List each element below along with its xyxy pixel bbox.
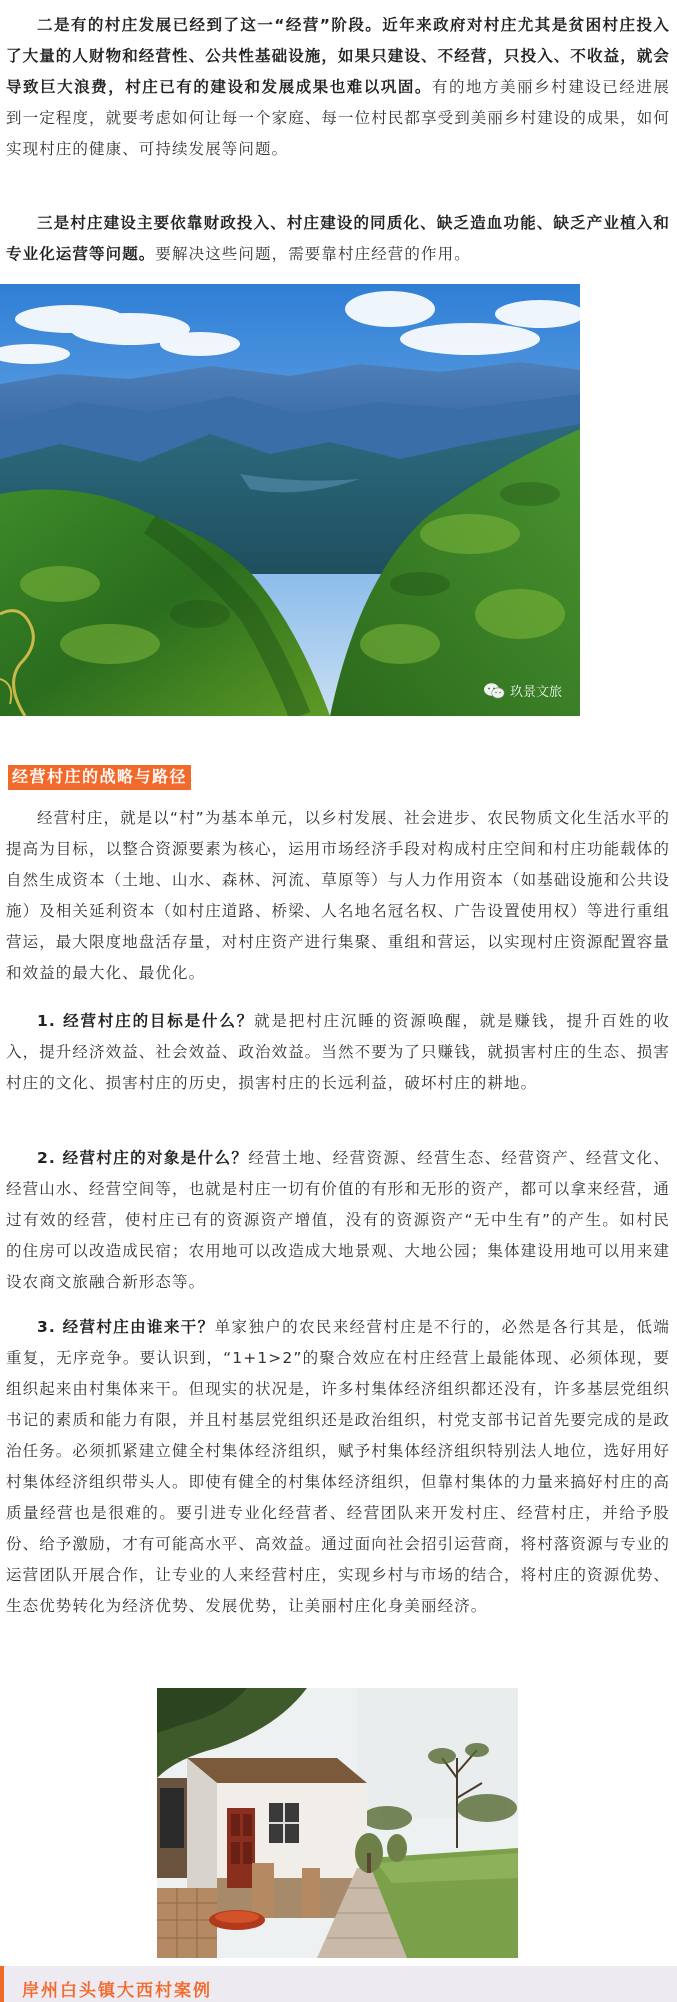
paragraph-text: 单家独户的农民来经营村庄是不行的，必然是各行其是，低端重复，无序竞争。要认识到，“1+1>2”的聚合效应在村庄经营上最能体现、必须体现，要组织起来由村集体来干。但现实的状况是，许多村集体经济组织都还没有，许多基层党组织书记的素质和能力有限，并且村基层党组织还是政治组织，村党支部书记首先要完成的是政治任务。必须抓紧建立健全村集体经济组织，赋予村集体经济组织特别法人地位，选好用好村集体经济组织带头人。即使有健全的村集体经济组织，但靠村集体的力量来搞好村庄的高质量经营也是很难的。要引进专业化经营者、经营团队来开发村庄、经营村庄，并给予股份、给予激励，才有可能高水平、高效益。通过面向社会招引运营商，将村落资源与专业的运营团队开展合作，让专业的人来经营村庄，实现乡村与市场的结合，将村庄的资源优势、生态优势转化为经济优势、发展优势，让美丽村庄化身美丽经济。: [6, 1318, 671, 1615]
paragraph-village-operation-definition: 经营村庄，就是以“村”为基本单元，以乡村发展、社会进步、农民物质文化生活水平的提高为目标，以整合资源要素为核心，运用市场经济手段对构成村庄空间和村庄功能载体的自然生成资本（土地、山水、森林、河流、草原等）与人力作用资本（如基础设施和公共设施）及相关延利资本（如村庄道路、桥梁、人名地名冠名权、广告设置使用权）等进行重组营运，最大限度地盘活存量，对村庄资产进行集聚、重组和营运，以实现村庄资源配置容量和效益的最大化、最优化。: [6, 809, 671, 982]
paragraph-operation-goal: [6, 1006, 670, 1099]
paragraph-bold-lead: 3. 经营村庄由谁来干？: [37, 1318, 215, 1336]
paragraph-text: 要解决这些问题，需要靠村庄经营的作用。: [155, 245, 471, 263]
paragraph-bold-lead: 1. 经营村庄的目标是什么？: [37, 1012, 255, 1030]
section-accent-bar: [0, 1966, 4, 2002]
mountain-landscape-photo: [0, 284, 580, 716]
village-house-photo: [157, 1688, 518, 1958]
paragraph-text: 有的地方美丽乡村建设已经进展到一定程度，就要考虑如何让每一个家庭、每一位村民都享受到美丽乡村建设的成果，如何实现村庄的健康、可持续发展等问题。: [6, 78, 671, 158]
watermark: [483, 681, 562, 700]
mountain-landscape-illustration: [0, 284, 580, 716]
paragraph-village-operation-stage: [6, 10, 670, 165]
case-section-title: 岸州白头镇大西村案例: [22, 1981, 212, 2001]
section-heading: 经营村庄的战略与路径: [8, 765, 191, 790]
paragraph-operation-object: [6, 1143, 670, 1298]
village-house-illustration: [157, 1688, 518, 1958]
paragraph-bold-lead: 三是村庄建设主要依靠财政投入、村庄建设的同质化、缺乏造血功能、缺乏产业植入和专业化运营等问题。: [6, 214, 670, 263]
watermark-text: 玖景文旅: [509, 685, 562, 700]
paragraph-bold-lead: 2. 经营村庄的对象是什么？: [37, 1149, 249, 1167]
paragraph-bold-lead: 二是有的村庄发展已经到了这一“经营”阶段。近年来政府对村庄尤其是贫困村庄投入了大量的人财物和经营性、公共性基础设施，如果只建设、不经营，只投入、不收益，就会导致巨大浪费，村庄已有的建设和发展成果也难以巩固。: [6, 16, 671, 96]
paragraph-text: 就是把村庄沉睡的资源唤醒，就是赚钱，提升百姓的收入，提升经济效益、社会效益、政治效益。当然不要为了只赚钱，就损害村庄的生态、损害村庄的文化、损害村庄的历史，损害村庄的长远利益，破坏村庄的耕地。: [6, 1012, 671, 1092]
wechat-icon: [483, 682, 505, 700]
paragraph-operation-subject: [6, 1312, 670, 1622]
paragraph-text: 经营土地、经营资源、经营生态、经营资产、经营文化、经营山水、经营空间等，也就是村庄一切有价值的有形和无形的资产，都可以拿来经营，通过有效的经营，使村庄已有的资源资产增值，没有的资源资产“无中生有”的产生。如村民的住房可以改造成民宿；农用地可以改造成大地景观、大地公园；集体建设用地可以用来建设农商文旅融合新形态等。: [6, 1149, 671, 1291]
paragraph-village-construction-issues: [6, 208, 670, 270]
case-section-header: [0, 1966, 677, 2002]
